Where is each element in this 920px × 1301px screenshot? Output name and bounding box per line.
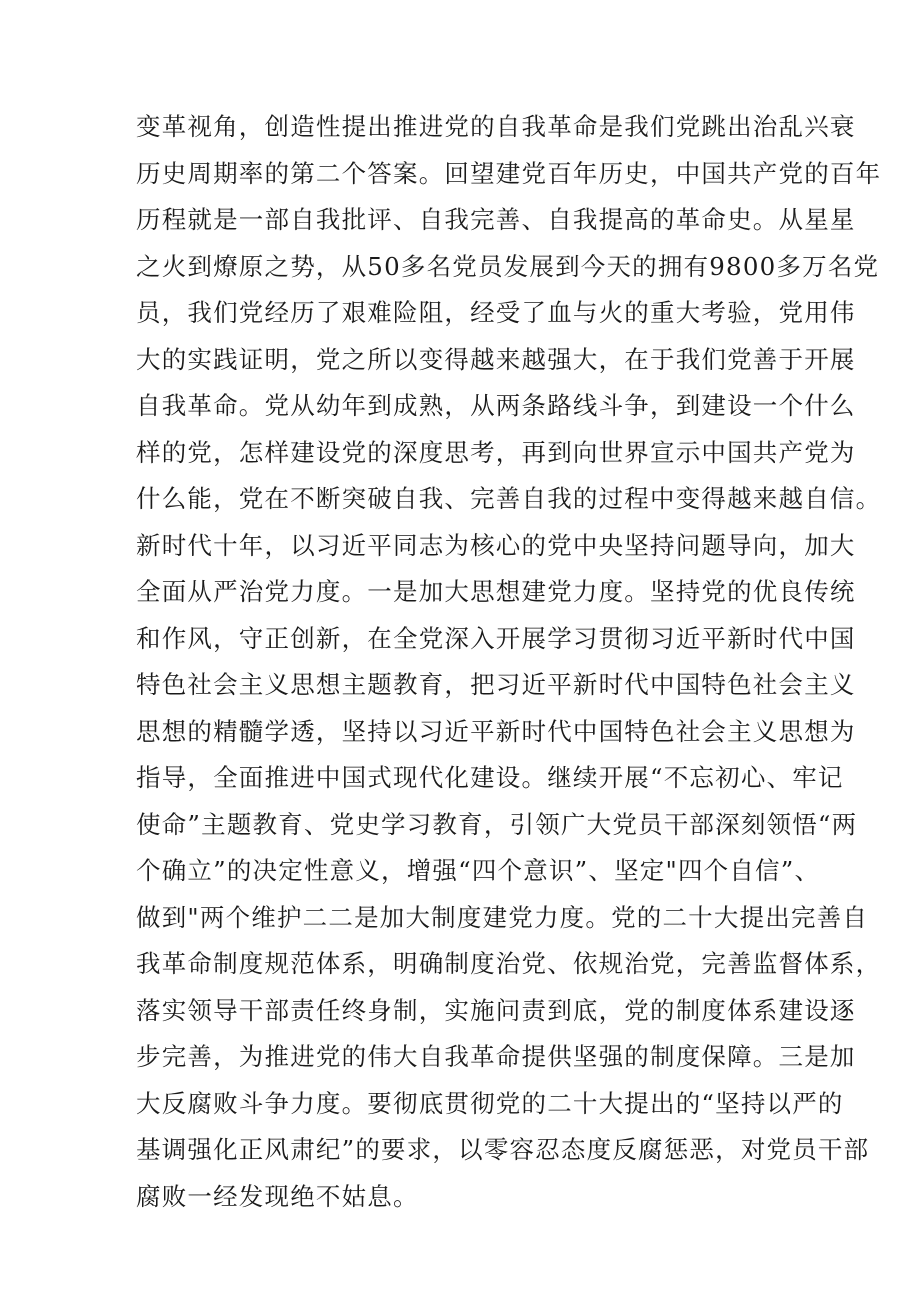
text-line: 全面从严治党力度。一是加大思想建党力度。坚持党的优良传统 [136, 577, 856, 606]
body-paragraph [136, 104, 882, 1220]
text-line: 大的实践证明，党之所以变得越来越强大，在于我们党善于开展 [136, 344, 856, 374]
text-line: 我革命制度规范体系，明确制度治党、依规治党，完善监督体系， [136, 949, 882, 978]
text-line: 落实领导干部责任终身制，实施问责到底，党的制度体系建设逐 [136, 995, 856, 1025]
text-line: 员，我们党经历了艰难险阻，经受了血与火的重大考验，党用伟 [136, 298, 856, 327]
text-line: 腐败一经发现绝不姑息。 [136, 1181, 419, 1211]
text-line: 变革视角，创造性提出推进党的自我革命是我们党跳出治乱兴衰 [136, 112, 856, 141]
text-line: 什么能，党在不断突破自我、完善自我的过程中变得越来越自信。 [136, 484, 882, 513]
text-line: 和作风，守正创新，在全党深入开展学习贯彻习近平新时代中国 [136, 623, 856, 653]
text-line: 历史周期率的第二个答案。回望建党百年历史，中国共产党的百年 [136, 158, 882, 188]
text-line: 历程就是一部自我批评、自我完善、自我提高的革命史。从星星 [136, 205, 856, 234]
text-line: 指导，全面推进中国式现代化建设。继续开展“不忘初心、牢记 [136, 763, 844, 792]
text-line: 之火到燎原之势，从50多名党员发展到今天的拥有9800多万名党 [136, 251, 880, 281]
text-line: 大反腐败斗争力度。要彻底贯彻党的二十大提出的“坚持以严的 [136, 1088, 844, 1118]
text-line: 样的党，怎样建设党的深度思考，再到向世界宣示中国共产党为 [136, 437, 856, 467]
text-line: 个确立”的决定性意义，增强“四个意识”、坚定"四个自信”、 [136, 856, 821, 885]
text-line: 新时代十年，以习近平同志为核心的党中央坚持问题导向，加大 [136, 530, 856, 560]
text-line: 基调强化正风肃纪”的要求，以零容忍态度反腐惩恶，对党员干部 [136, 1135, 870, 1164]
text-line: 使命”主题教育、党史学习教育，引领广大党员干部深刻领悟“两 [136, 809, 858, 839]
text-line: 步完善，为推进党的伟大自我革命提供坚强的制度保障。三是加 [136, 1042, 856, 1071]
text-line: 特色社会主义思想主题教育，把习近平新时代中国特色社会主义 [136, 670, 856, 699]
text-line: 自我革命。党从幼年到成熟，从两条路线斗争，到建设一个什么 [136, 391, 856, 420]
text-line: 做到"两个维护二二是加大制度建党力度。党的二十大提出完善自 [136, 902, 869, 932]
text-line: 思想的精髓学透，坚持以习近平新时代中国特色社会主义思想为 [136, 716, 856, 746]
